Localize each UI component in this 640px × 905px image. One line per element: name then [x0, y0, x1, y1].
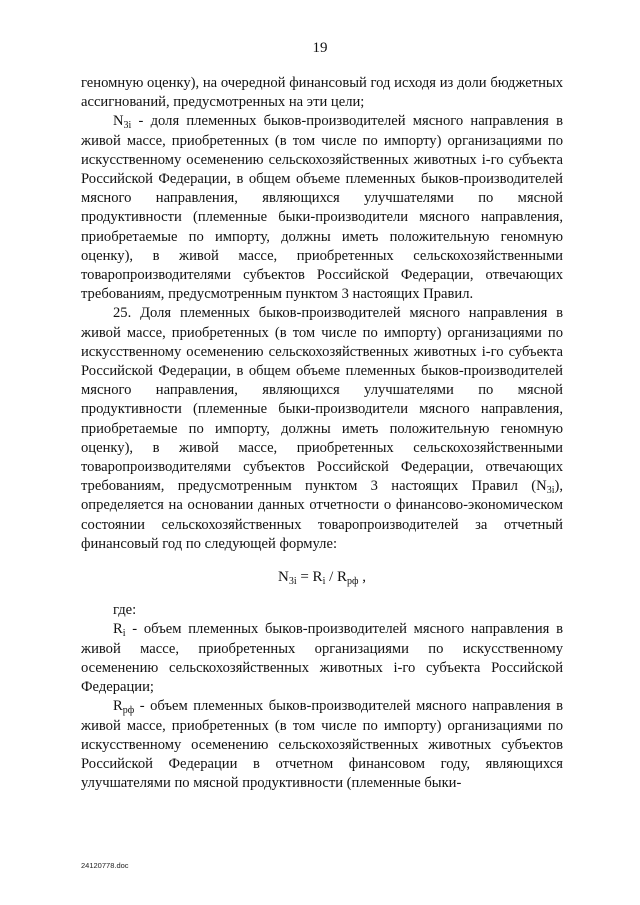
formula-end: ,: [358, 569, 367, 586]
paragraph-rrf-definition: [81, 697, 563, 793]
paragraph-ri-definition: [81, 620, 563, 697]
formula-div: / R: [325, 569, 348, 586]
paragraph-text-a: 25. Доля племенных быков-производителей мясного направления в живой массе, приобретенных (в том числе по импорту) организациями по искусственному осеменению сельскохозяйственных животных i-го субъекта Российской Федерации, в общем объеме племенных быков-производителей мясного направления, являющихся улучшателями по мясной продуктивности (племенные быки-производители мясного направления, приобретаемые по импорту, должны иметь положительную геномную оценку), в живой массе, приобретенных сельскохозяйственными товаропроизводителями субъектов Российской Федерации, отвечающих требованиям, предусмотренным пунктом 3 настоящих Правил (N: [81, 305, 563, 495]
formula-eq: = R: [296, 569, 323, 586]
file-name-footer: 24120778.doc: [81, 861, 129, 870]
formula-lhs: N: [277, 569, 289, 586]
definition-text: - объем племенных быков-производителей мясного направления в живой массе, приобретенных (в том числе по импорту) организациями по искусственному осеменению сельскохозяйственных животных субъектов Российской Федерации в отчетном финансовом году, являющихся улучшателями по мясной продуктивности (племенные быки-: [81, 698, 563, 792]
formula-rf-sub: рф: [347, 576, 359, 588]
formula: [81, 568, 563, 587]
paragraph-25: [81, 304, 563, 554]
formula-r-sub: i: [322, 576, 326, 588]
where-label: где:: [113, 602, 137, 619]
formula-lhs-sub: 3i: [288, 576, 297, 588]
definition-text: - доля племенных быков-производителей мясного направления в живой массе, приобретенных (в том числе по импорту) организациями по искусственному осеменению сельскохозяйственных животных i-го субъекта Российской Федерации, в общем объеме племенных быков-производителей мясного направления, являющихся улучшателями по мясной продуктивности (племенные быки-производители мясного направления, приобретаемые по импорту, должны иметь положительную геномную оценку), в живой массе, приобретенных сельскохозяйственными товаропроизводителями субъектов Российской Федерации, отвечающих требованиям, предусмотренным пунктом 3 настоящих Правил.: [81, 113, 563, 303]
symbol-n: N: [113, 113, 124, 130]
symbol-subscript: рф: [122, 705, 135, 717]
symbol-subscript: 3i: [546, 485, 555, 497]
page-number: 19: [312, 40, 328, 56]
symbol-r: R: [113, 621, 123, 638]
definition-text: - объем племенных быков-производителей мясного направления в живой массе, приобретенных организациями по искусственному осеменению сельскохозяйственных животных i-го субъекта Российской Федерации;: [81, 621, 563, 696]
paragraph-continuation: геномную оценку), на очередной финансовый год исходя из доли бюджетных ассигнований, предусмотренных на эти цели;: [81, 75, 563, 111]
symbol-subscript: i: [122, 628, 126, 640]
paragraph-text-b: ), определяется на основании данных отчетности о финансово-экономическом состоянии сельскохозяйственных товаропроизводителей за отчетный финансовый год по следующей формуле:: [81, 478, 563, 552]
symbol-r: R: [113, 698, 123, 715]
document-body: [81, 74, 563, 793]
symbol-subscript: 3i: [123, 120, 132, 132]
paragraph-n3i-definition: [81, 112, 563, 304]
